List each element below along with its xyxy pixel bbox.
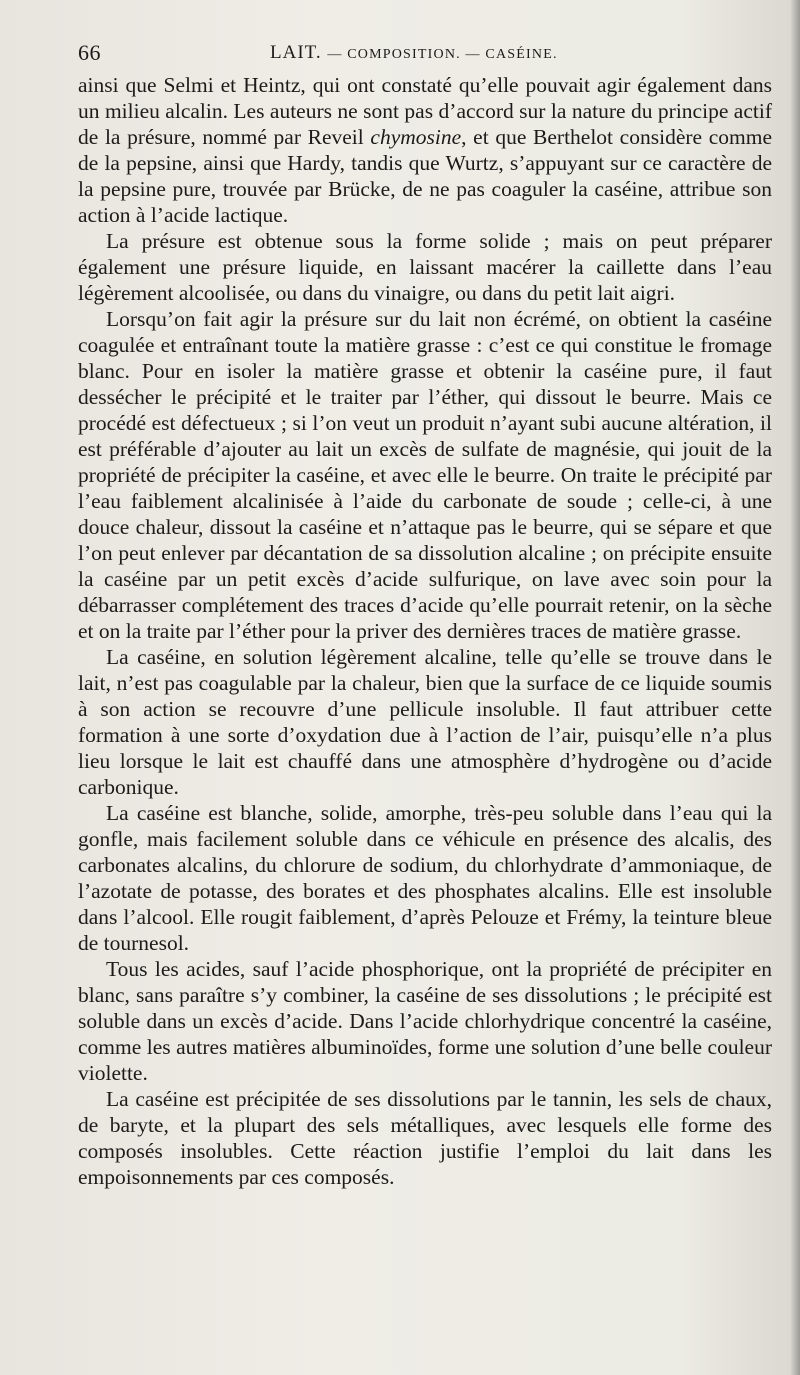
paragraph-6: Tous les acides, sauf l’acide phosphorique, ont la propriété de précipiter en blanc, sans paraître s’y combiner, la caséine de ses dissolutions ; le précipité est soluble dans un excès d’acide. Dans l’acide chlorhydrique concentré la caséine, comme les autres matières albuminoïdes, forme une solution d’une belle couleur violette. (78, 957, 772, 1085)
paragraph-2: La présure est obtenue sous la forme solide ; mais on peut préparer également une présure liquide, en laissant macérer la caillette dans l’eau légèrement alcoolisée, ou dans du vinaigre, ou dans du petit lait aigri. (78, 229, 772, 305)
page-edge-shadow (790, 0, 800, 1375)
running-head (270, 42, 558, 64)
paragraph-5: La caséine est blanche, solide, amorphe, très-peu soluble dans l’eau qui la gonfle, mais facilement soluble dans ce véhicule en présence des alcalis, des carbonates alcalins, du chlorure de sodium, du chlorhydrate d’ammoniaque, de l’azotate de potasse, des borates et des phosphates alcalins. Elle est insoluble dans l’alcool. Elle rougit faiblement, d’après Pelouze et Frémy, la teinture bleue de tournesol. (78, 801, 772, 955)
page-number: 66 (78, 40, 101, 65)
paragraph-1-text-end: , et que Berthelot considère comme de la pepsine, ainsi que Hardy, tandis que Wurtz, s’appuyant sur ce caractère de la pepsine pure, trouvée par Brücke, de ne pas coaguler la caséine, attribue son action à l’acide lactique. (78, 125, 772, 227)
running-head-rest: — COMPOSITION. — CASÉINE. (327, 47, 558, 62)
paragraph-1 (78, 72, 772, 228)
paragraph-1-emphasis: chymosine (370, 125, 462, 149)
body-text (78, 72, 772, 1190)
paragraph-3: Lorsqu’on fait agir la présure sur du lait non écrémé, on obtient la caséine coagulée et entraînant toute la matière grasse : c’est ce qui constitue le fromage blanc. Pour en isoler la matière grasse et obtenir la caséine pure, il faut dessécher le précipité et le traiter par l’éther, qui dissout le beurre. Mais ce procédé est défectueux ; si l’on veut un produit n’ayant subi aucune altération, il est préférable d’ajouter au lait un excès de sulfate de magnésie, qui jouit de la propriété de précipiter la caséine, et avec elle le beurre. On traite le précipité par l’eau faiblement alcalinisée à l’aide du carbonate de soude ; celle-ci, à une douce chaleur, dissout la caséine et n’attaque pas le beurre, qui se sépare et que l’on peut enlever par décantation de sa dissolution alcaline ; on précipite ensuite la caséine par un petit excès d’acide sulfurique, on lave avec soin pour la débarrasser complétement des traces d’acide qu’elle pourrait retenir, on la sèche et on la traite par l’éther pour la priver des dernières traces de matière grasse. (78, 307, 772, 643)
paragraph-4: La caséine, en solution légèrement alcaline, telle qu’elle se trouve dans le lait, n’est pas coagulable par la chaleur, bien que la surface de ce liquide soumis à son action se recouvre d’une pellicule insoluble. Il faut attribuer cette formation à une sorte d’oxydation due à l’action de l’air, puisqu’elle n’a plus lieu lorsque le lait est chauffé dans une atmosphère d’hydrogène ou d’acide carbonique. (78, 645, 772, 799)
paragraph-7: La caséine est précipitée de ses dissolutions par le tannin, les sels de chaux, de baryte, et la plupart des sels métalliques, avec lesquels elle forme des composés insolubles. Cette réaction justifie l’emploi du lait dans les empoisonnements par ces composés. (78, 1087, 772, 1189)
paragraph-1-text-start: ainsi que Selmi et Heintz, qui ont constaté qu’elle pouvait agir également dans un milieu alcalin. Les auteurs ne sont pas d’accord sur la nature du principe actif de la présure, nommé par Reveil (78, 73, 772, 149)
page-header (78, 40, 770, 70)
running-head-main: LAIT. (270, 42, 322, 63)
